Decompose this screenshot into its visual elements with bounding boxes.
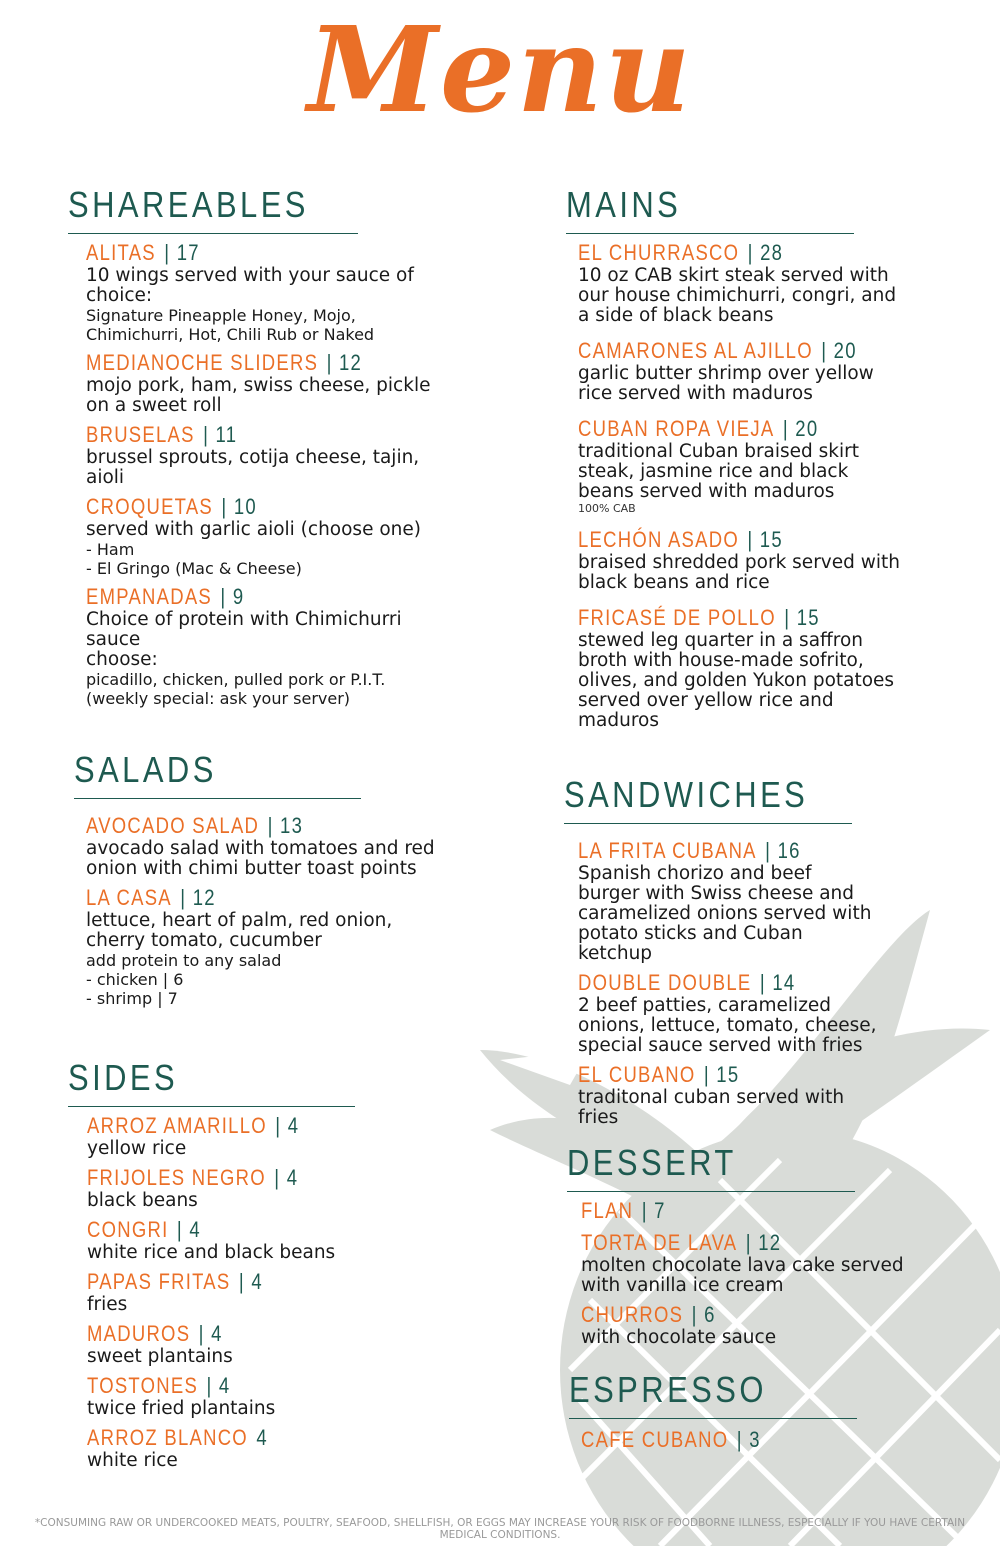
section-divider [68, 1106, 355, 1107]
section-heading: SHAREABLES [68, 184, 309, 225]
item-note: picadillo, chicken, pulled pork or P.I.T. [86, 670, 386, 689]
item-heading [578, 1062, 830, 1088]
item-note: Signature Pineapple Honey, Mojo, Chimichurri, Hot, Chili Rub or Naked [86, 306, 375, 344]
item-heading [87, 1321, 364, 1347]
menu-title: Menu [307, 0, 693, 139]
item-description: white rice and black beans [87, 1242, 336, 1263]
section-divider [68, 233, 358, 234]
item-heading [581, 1230, 883, 1256]
item-price: | 4 [198, 1321, 223, 1346]
item-option: - shrimp | 7 [86, 989, 178, 1008]
mains-section [566, 184, 900, 731]
item-description: lettuce, heart of palm, red onion, cherry tomato, cucumber [86, 910, 393, 951]
item-price: | 13 [267, 813, 304, 838]
shareables-section [68, 184, 431, 708]
item-name: DOUBLE DOUBLE [578, 970, 752, 995]
item-description: stewed leg quarter in a saffron broth with house-made sofrito, olives, and golden Yukon potatoes served over yellow rice and maduros [578, 630, 895, 731]
item-name: CHURROS [581, 1302, 684, 1327]
section-heading: DESSERT [567, 1142, 737, 1183]
item-description: traditonal cuban served with fries [578, 1087, 845, 1128]
item-tiny-note: 100% CAB [578, 502, 636, 515]
item-heading [86, 240, 388, 266]
item-heading [86, 885, 388, 911]
item-description: with chocolate sauce [581, 1327, 777, 1348]
item-description: fries [87, 1294, 128, 1315]
item-option: - chicken | 6 [86, 970, 184, 989]
section-divider [569, 1418, 857, 1419]
item-heading [578, 416, 855, 442]
item-heading [578, 838, 830, 864]
item-option: - El Gringo (Mac & Cheese) [86, 559, 302, 578]
item-heading [578, 970, 830, 996]
item-description: twice fried plantains [87, 1398, 276, 1419]
item-description: 2 beef patties, caramelized onions, lettuce, tomato, cheese, special sauce served with fries [578, 995, 877, 1056]
item-description: white rice [87, 1450, 178, 1471]
item-name: ALITAS [86, 240, 156, 265]
item-name: CUBAN ROPA VIEJA [578, 416, 775, 441]
section-heading: ESPRESSO [569, 1369, 767, 1410]
item-price: 4 [256, 1425, 268, 1450]
sides-section [68, 1058, 355, 1471]
item-price: | 12 [180, 885, 216, 910]
item-price: | 4 [275, 1113, 300, 1138]
item-name: EL CUBANO [578, 1062, 696, 1087]
item-name: EMPANADAS [86, 584, 213, 609]
item-heading [86, 350, 388, 376]
item-price: | 15 [747, 527, 783, 552]
item-price: | 6 [691, 1302, 716, 1327]
item-heading [581, 1427, 833, 1453]
item-price: | 20 [821, 338, 857, 363]
item-name: CROQUETAS [86, 494, 214, 519]
item-description: mojo pork, ham, swiss cheese, pickle on a sweet roll [86, 375, 431, 416]
section-divider [74, 798, 361, 799]
item-price: | 15 [784, 605, 820, 630]
item-price: | 11 [203, 422, 238, 447]
section-heading: SANDWICHES [564, 774, 809, 815]
item-price: | 15 [703, 1062, 740, 1087]
item-name: LA FRITA CUBANA [578, 838, 757, 863]
item-name: CAMARONES AL AJILLO [578, 338, 813, 363]
item-name: CAFE CUBANO [581, 1427, 729, 1452]
item-price: | 16 [765, 838, 801, 863]
section-divider [566, 233, 854, 234]
item-description: braised shredded pork served with black beans and rice [578, 552, 900, 593]
item-price: | 10 [221, 494, 257, 519]
item-name: TOSTONES [87, 1373, 199, 1398]
item-name: AVOCADO SALAD [86, 813, 260, 838]
item-special: (weekly special: ask your server) [86, 689, 351, 708]
item-heading [86, 584, 388, 610]
item-option: - Ham [86, 540, 135, 559]
item-heading [578, 605, 855, 631]
item-name: TORTA DE LAVA [581, 1230, 738, 1255]
section-divider [564, 823, 852, 824]
dessert-section [567, 1142, 904, 1348]
item-heading [578, 240, 855, 266]
item-price: | 14 [759, 970, 796, 995]
item-price: | 20 [782, 416, 819, 441]
item-heading [87, 1425, 364, 1451]
item-price: | 4 [176, 1217, 201, 1242]
item-price: | 4 [206, 1373, 231, 1398]
health-disclaimer: *CONSUMING RAW OR UNDERCOOKED MEATS, POULTRY, SEAFOOD, SHELLFISH, OR EGGS MAY INCREASE YOUR RISK OF FOODBORNE ILLNESS, ESPECIALLY IF YOU HAVE CERTAIN MEDICAL CONDITIONS. [34, 1517, 966, 1541]
item-description: traditional Cuban braised skirt steak, jasmine rice and black beans served with maduros [578, 441, 860, 502]
item-description: served with garlic aioli (choose one) [86, 519, 421, 540]
section-divider [567, 1191, 855, 1192]
item-name: ARROZ BLANCO [87, 1425, 248, 1450]
item-price: | 28 [747, 240, 784, 265]
item-heading [87, 1373, 364, 1399]
section-heading: SIDES [68, 1057, 179, 1098]
item-name: EL CHURRASCO [578, 240, 740, 265]
item-description: Spanish chorizo and beef burger with Swiss cheese and caramelized onions served with potato sticks and Cuban ketchup [578, 863, 872, 964]
item-description: Choice of protein with Chimichurri sauce [86, 609, 402, 650]
item-heading [87, 1165, 364, 1191]
sandwiches-section [564, 774, 877, 1128]
item-name: ARROZ AMARILLO [87, 1113, 267, 1138]
item-description: yellow rice [87, 1138, 187, 1159]
item-heading [86, 813, 388, 839]
item-price: | 4 [274, 1165, 299, 1190]
item-heading [86, 494, 388, 520]
espresso-section [569, 1370, 857, 1453]
item-price: | 7 [641, 1198, 666, 1223]
item-price: | 3 [736, 1427, 761, 1452]
section-heading: SALADS [74, 749, 217, 790]
item-description: 10 wings served with your sauce of choice: [86, 265, 414, 306]
item-heading [87, 1269, 364, 1295]
item-heading [86, 422, 388, 448]
item-addon: add protein to any salad [86, 951, 282, 970]
item-name: BRUSELAS [86, 422, 195, 447]
item-name: FLAN [581, 1198, 634, 1223]
item-description: garlic butter shrimp over yellow rice served with maduros [578, 363, 874, 404]
item-name: CONGRI [87, 1217, 169, 1242]
item-heading [578, 527, 855, 553]
item-heading [87, 1113, 364, 1139]
item-name: LECHÓN ASADO [578, 527, 739, 552]
item-price: | 12 [326, 350, 363, 375]
item-heading [581, 1198, 883, 1224]
item-description: sweet plantains [87, 1346, 233, 1367]
item-description: brussel sprouts, cotija cheese, tajin, aioli [86, 447, 420, 488]
item-description: avocado salad with tomatoes and red onion with chimi butter toast points [86, 838, 435, 879]
item-price: | 9 [220, 584, 245, 609]
item-name: MEDIANOCHE SLIDERS [86, 350, 319, 375]
item-heading [87, 1217, 364, 1243]
item-heading [581, 1302, 883, 1328]
item-name: FRICASÉ DE POLLO [578, 605, 776, 630]
section-heading: MAINS [566, 184, 682, 225]
item-name: LA CASA [86, 885, 172, 910]
item-name: MADUROS [87, 1321, 191, 1346]
salads-section [74, 749, 435, 1008]
item-heading [578, 338, 855, 364]
item-description: molten chocolate lava cake served with vanilla ice cream [581, 1255, 904, 1296]
item-price: | 17 [164, 240, 200, 265]
item-price: | 12 [745, 1230, 782, 1255]
item-description: 10 oz CAB skirt steak served with our house chimichurri, congri, and a side of black beans [578, 265, 897, 326]
item-name: FRIJOLES NEGRO [87, 1165, 266, 1190]
item-price: | 4 [238, 1269, 263, 1294]
item-description: black beans [87, 1190, 198, 1211]
item-name: PAPAS FRITAS [87, 1269, 231, 1294]
item-choose-label: choose: [86, 649, 158, 670]
